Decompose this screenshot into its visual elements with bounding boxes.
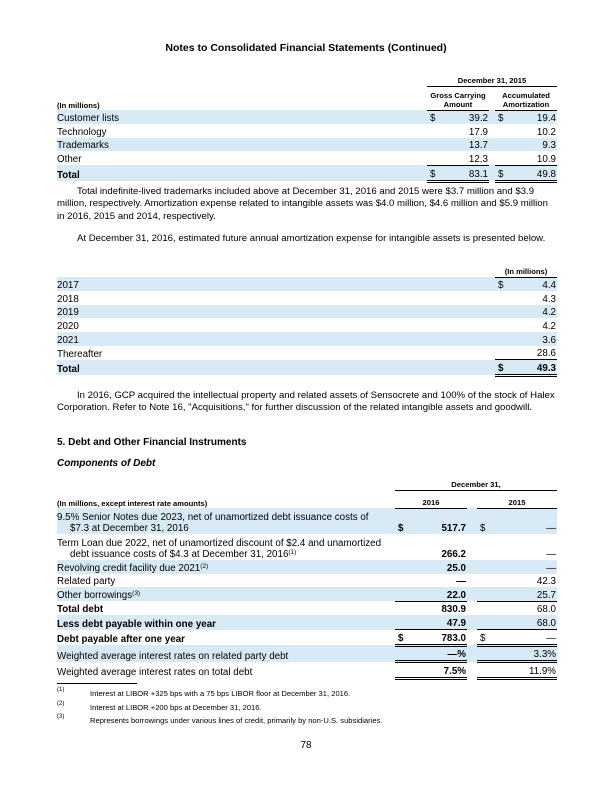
table-row: Weighted average interest rates on related party debt —% 3.3% — [57, 645, 557, 662]
table-row: Related party — 42.3 — [57, 576, 556, 588]
paragraph-amortization-intro: At December 31, 2016, estimated future annual amortization expense for intangible assets is presented below. — [77, 233, 546, 244]
table-row: Trademarks 13.7 9.3 — [57, 138, 557, 152]
gross-carrying-header: Gross Carrying Amount — [427, 86, 489, 110]
table-row: Debt payable after one year $ 783.0 $ — — [57, 630, 557, 646]
table-row: 2017 $ 4.4 — [57, 277, 557, 291]
table-row: Less debt payable within one year 47.9 68.0 — [57, 615, 557, 629]
page-title: Notes to Consolidated Financial Statements (Continued) — [165, 42, 447, 54]
intangible-units-label: (In millions) — [57, 100, 100, 110]
table-row: 2021 3.6 — [57, 332, 557, 346]
page-number: 78 — [300, 740, 312, 751]
table-row: 9.5% Senior Notes due 2023, net of unamortized debt issuance costs of $7.3 at December 31, 2016 $ 517.7 $ — — [57, 508, 557, 534]
debt-units-label: (In millions, except interest rate amounts) — [57, 498, 208, 508]
table-row: Other 12.3 10.9 — [57, 151, 557, 165]
table-row: Customer lists $ 39.2 $ 19.4 — [57, 110, 557, 124]
table-row: 2019 4.2 — [57, 305, 557, 319]
table-row: Total debt 830.9 68.0 — [57, 604, 556, 616]
intangible-period-header: December 31, 2015 — [427, 72, 557, 86]
debt-components-table — [57, 476, 557, 680]
footnote-divider — [57, 683, 137, 684]
table-row: 2020 4.2 — [57, 320, 556, 332]
table-row: Thereafter 28.6 — [57, 346, 557, 360]
table-row: Revolving credit facility due 2021$^{(2)}$ 25.0 — — [57, 560, 557, 574]
subsection-heading: Components of Debt — [57, 458, 156, 469]
table-row: Weighted average interest rates on total debt 7.5% 11.9% — [57, 662, 557, 679]
table-row: 2018 4.3 — [57, 293, 556, 305]
table-row: Term Loan due 2022, net of unamortized discount of $2.4 and unamortized debt issuance costs of $4.3 at December 31, 2016$^{(1)}$ 266.2 — — [57, 538, 556, 561]
col-2016-header: 2016 — [395, 490, 467, 508]
table-row: Other borrowings$^{(3)}$ 22.0 25.7 — [57, 587, 557, 601]
intangible-assets-table — [57, 72, 557, 183]
col-2015-header: 2015 — [477, 490, 557, 508]
paragraph-acquisitions: In 2016, GCP acquired the intellectual property and related assets of Sensocrete and 100% of the stock of Halex Corporation. Refer to Note 16, "Acquisitions," for further discussion of the related intangible assets and goodwill. — [57, 390, 555, 414]
amort-units-header: (In millions) — [495, 263, 557, 277]
debt-period-header: December 31, — [395, 476, 557, 490]
table-row: Technology 17.9 10.2 — [57, 126, 556, 138]
future-amortization-table — [57, 263, 557, 377]
table-row: Total $ 49.3 — [57, 360, 557, 376]
section-heading: 5. Debt and Other Financial Instruments — [57, 437, 247, 448]
paragraph-trademarks: Total indefinite-lived trademarks included above at December 31, 2016 and 2015 were $3.7 million and $3.9 million, respectively. Amortization expense related to intangible assets was $4.0 million, $4.6 million and $5.9 million in 2016, 2015 and 2014, respectively. — [57, 186, 548, 222]
accumulated-amortization-header: Accumulated Amortization — [495, 86, 557, 110]
table-row: Total $ 83.1 $ 49.8 — [57, 165, 557, 181]
